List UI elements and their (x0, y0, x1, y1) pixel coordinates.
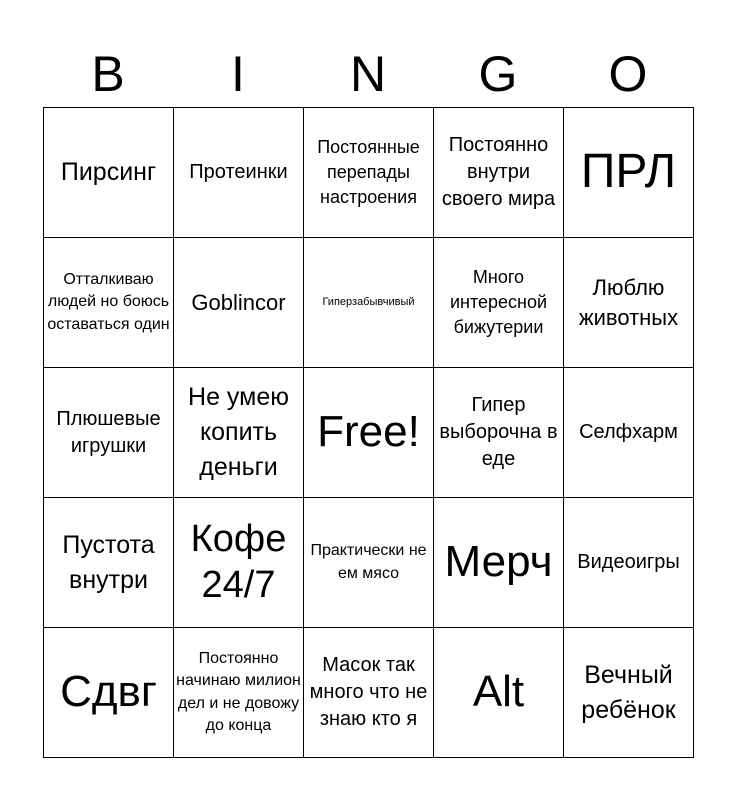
cell-text: Вечный ребёнок (581, 660, 676, 724)
cell-text: ПРЛ (580, 145, 677, 199)
bingo-cell[interactable] (304, 628, 434, 758)
cell-text: Не умею копить деньги (188, 383, 289, 481)
cell-text: Гипер выборочна в еде (439, 394, 558, 470)
cell-text: Постоянные перепады настроения (317, 136, 420, 208)
bingo-cell[interactable] (434, 238, 564, 368)
cell-text: Постоянно начинаю милион дел и не довожу до конца (176, 649, 301, 734)
bingo-cell[interactable] (564, 368, 694, 498)
cell-text: Сдвг (60, 667, 157, 717)
bingo-cell[interactable] (44, 108, 174, 238)
cell-text: Alt (472, 667, 525, 717)
bingo-cell[interactable] (44, 368, 174, 498)
header-letter-o: O (608, 46, 648, 102)
free-space-cell[interactable] (304, 368, 434, 498)
bingo-grid (43, 107, 694, 758)
bingo-cell[interactable] (304, 238, 434, 368)
bingo-cell[interactable] (564, 238, 694, 368)
bingo-cell[interactable] (564, 108, 694, 238)
cell-text: Отталкиваю людей но боюсь оставаться один (47, 270, 170, 333)
cell-text: Free! (317, 407, 420, 457)
bingo-header (43, 40, 693, 108)
cell-text: Пустота внутри (62, 530, 155, 594)
cell-text: Практически не ем мясо (310, 542, 427, 582)
bingo-cell[interactable] (564, 628, 694, 758)
cell-text: Протеинки (189, 161, 288, 183)
bingo-cell[interactable] (434, 628, 564, 758)
cell-text: Гиперзабывчивый (322, 296, 415, 309)
bingo-cell[interactable] (174, 238, 304, 368)
cell-text: Много интересной бижутерии (449, 266, 548, 338)
bingo-cell[interactable] (174, 498, 304, 628)
bingo-cell[interactable] (44, 238, 174, 368)
bingo-cell[interactable] (174, 628, 304, 758)
cell-text: Люблю животных (578, 274, 679, 330)
cell-text: Масок так много что не знаю кто я (309, 654, 428, 730)
cell-text: Селфхарм (579, 421, 678, 443)
header-letter-b: B (91, 46, 125, 102)
bingo-cell[interactable] (434, 368, 564, 498)
cell-text: Постоянно внутри своего мира (441, 134, 556, 210)
header-letter-n: N (349, 46, 387, 102)
cell-text: Кофе 24/7 (190, 517, 287, 606)
header-letter-i: I (231, 46, 245, 102)
bingo-cell[interactable] (44, 628, 174, 758)
cell-text: Видеоигры (577, 551, 680, 573)
bingo-cell[interactable] (174, 368, 304, 498)
bingo-cell[interactable] (304, 108, 434, 238)
cell-text: Плюшевые игрушки (56, 407, 161, 457)
cell-text: Мерч (444, 537, 553, 587)
bingo-cell[interactable] (434, 108, 564, 238)
cell-text: Goblincor (191, 289, 286, 315)
header-letter-g: G (478, 46, 518, 102)
cell-text: Пирсинг (60, 158, 157, 186)
bingo-cell[interactable] (434, 498, 564, 628)
bingo-cell[interactable] (44, 498, 174, 628)
bingo-cell[interactable] (174, 108, 304, 238)
bingo-cell[interactable] (304, 498, 434, 628)
bingo-cell[interactable] (564, 498, 694, 628)
